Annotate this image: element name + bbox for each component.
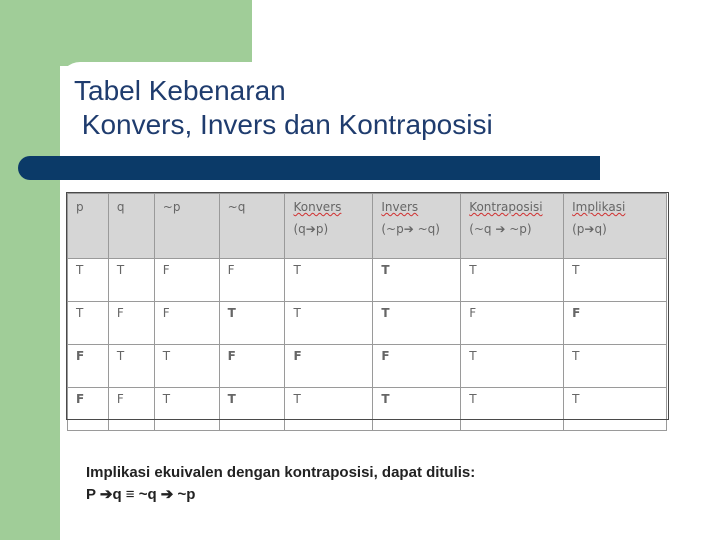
table-row xyxy=(68,302,667,345)
header-formula: (~q ➔ ~p) xyxy=(469,222,532,236)
equivalence-note xyxy=(86,462,475,506)
truth-table xyxy=(67,193,667,431)
header-formula: (~p➔ ~q) xyxy=(381,222,440,236)
table-row xyxy=(68,259,667,302)
table-cell: T xyxy=(564,345,667,388)
table-cell: T xyxy=(285,259,373,302)
header-label: q xyxy=(116,200,125,214)
table-cell: F xyxy=(461,302,564,345)
table-cell: F xyxy=(154,302,219,345)
left-accent-bar xyxy=(0,0,60,540)
header-cell xyxy=(285,194,373,259)
note-line-1: Implikasi ekuivalen dengan kontraposisi, dapat ditulis: xyxy=(86,464,476,481)
slide-title xyxy=(74,74,493,142)
header-cell xyxy=(154,194,219,259)
table-cell: T xyxy=(461,388,564,431)
table-cell: T xyxy=(68,259,109,302)
table-cell: T xyxy=(219,388,285,431)
table-cell: T xyxy=(154,345,219,388)
table-cell: T xyxy=(285,388,373,431)
table-cell: T xyxy=(373,302,461,345)
table-cell: F xyxy=(373,345,461,388)
header-cell xyxy=(219,194,285,259)
header-formula: (q➔p) xyxy=(293,222,329,236)
table-cell: F xyxy=(564,302,667,345)
table-cell: F xyxy=(108,388,154,431)
header-label: Kontraposisi xyxy=(469,200,543,214)
table-cell: T xyxy=(219,302,285,345)
table-cell: F xyxy=(285,345,373,388)
table-cell: T xyxy=(461,259,564,302)
table-cell: F xyxy=(68,345,109,388)
header-label: ~q xyxy=(227,200,246,214)
table-cell: T xyxy=(108,259,154,302)
note-line-2: P ➔q ≡ ~q ➔ ~p xyxy=(86,486,196,503)
table-cell: F xyxy=(154,259,219,302)
header-label: Implikasi xyxy=(572,200,626,214)
table-cell: T xyxy=(154,388,219,431)
header-formula: (p➔q) xyxy=(572,222,607,236)
table-cell: T xyxy=(373,388,461,431)
table-cell: F xyxy=(108,302,154,345)
title-divider xyxy=(18,156,600,180)
header-cell xyxy=(68,194,109,259)
header-label: p xyxy=(76,200,84,214)
table-cell: F xyxy=(219,259,285,302)
title-line-1: Tabel Kebenaran xyxy=(74,75,286,106)
table-cell: T xyxy=(564,259,667,302)
table-cell: T xyxy=(285,302,373,345)
table-cell: F xyxy=(68,388,109,431)
table-cell: T xyxy=(461,345,564,388)
table-cell: T xyxy=(373,259,461,302)
table-cell: T xyxy=(564,388,667,431)
header-cell xyxy=(461,194,564,259)
header-cell xyxy=(564,194,667,259)
table-cell: T xyxy=(68,302,109,345)
header-cell xyxy=(373,194,461,259)
header-label: ~p xyxy=(162,200,181,214)
table-row xyxy=(68,345,667,388)
table-cell: F xyxy=(219,345,285,388)
title-line-2: Konvers, Invers dan Kontraposisi xyxy=(74,109,493,140)
table-row xyxy=(68,388,667,431)
header-label: Konvers xyxy=(293,200,342,214)
top-accent-bar xyxy=(60,0,252,66)
header-cell xyxy=(108,194,154,259)
table-cell: T xyxy=(108,345,154,388)
header-label: Invers xyxy=(381,200,419,214)
table-header-row xyxy=(68,194,667,259)
